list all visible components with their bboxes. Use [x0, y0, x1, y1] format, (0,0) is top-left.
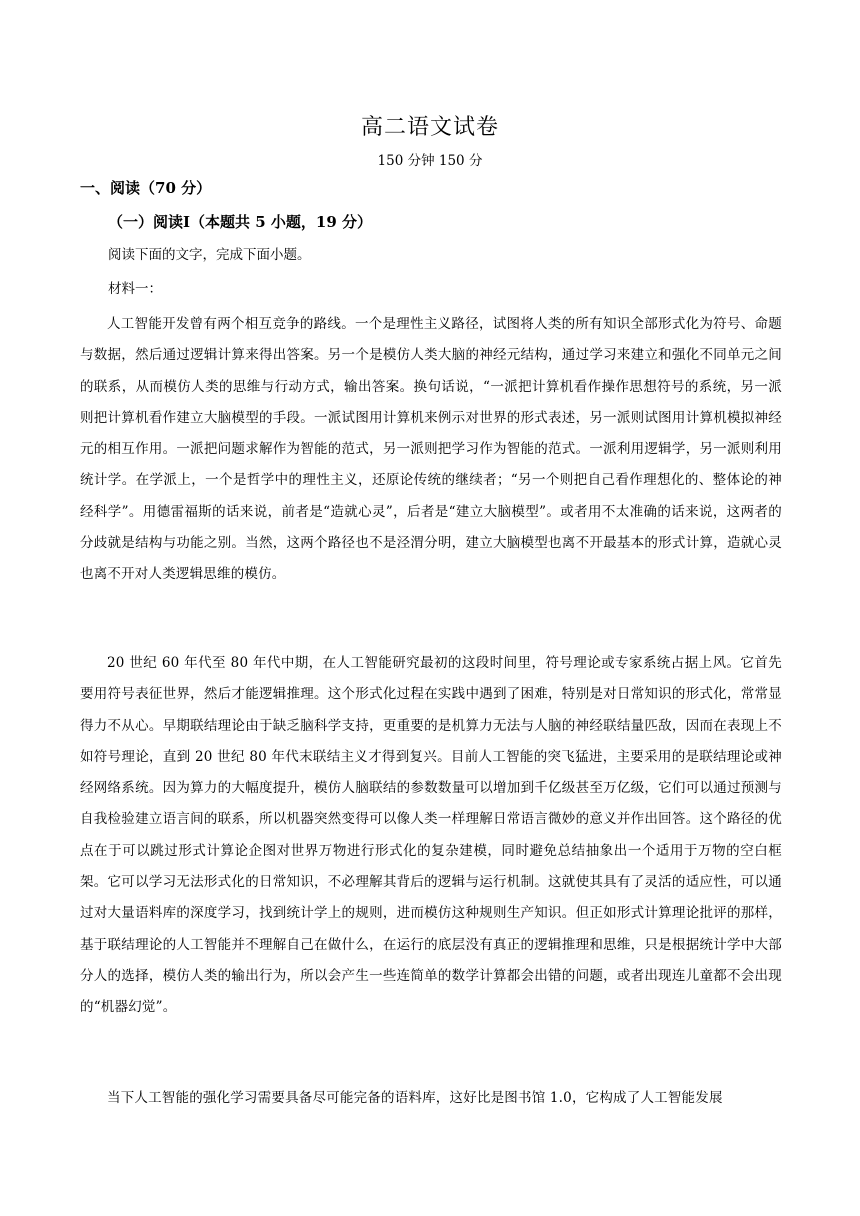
section-heading: 一、阅读（70 分）: [80, 179, 212, 197]
reading-instruction: 阅读下面的文字，完成下面小题。: [108, 247, 311, 263]
paragraph-1: 人工智能开发曾有两个相互竞争的路线。一个是理性主义路径，试图将人类的所有知识全部形式化为符号、命题与数据，然后通过逻辑计算来得出答案。另一个是模仿人类大脑的神经元结构，通过学习来建立和强化不同单元之间的联系，从而模仿人类的思维与行动方式，输出答案。换句话说，“一派把计算机看作操作思想符号的系统，另一派则把计算机看作建立大脑模型的手段。一派试图用计算机来例示对世界的形式表述，另一派则试图用计算机模拟神经元的相互作用。一派把问题求解作为智能的范式，另一派则把学习作为智能的范式。一派利用逻辑学，另一派则利用统计学。在学派上，一个是哲学中的理性主义，还原论传统的继续者；“另一个则把自己看作理想化的、整体论的神经科学”。用德雷福斯的话来说，前者是“造就心灵”，后者是“建立大脑模型”。或者用不太准确的话来说，这两者的分歧就是结构与功能之别。当然，这两个路径也不是泾渭分明，建立大脑模型也离不开最基本的形式计算，造就心灵也离不开对人类逻辑思维的模仿。: [80, 316, 782, 583]
paragraph-2: 20 世纪 60 年代至 80 年代中期，在人工智能研究最初的这段时间里，符号理论或专家系统占据上风。它首先要用符号表征世界，然后才能逻辑推理。这个形式化过程在实践中遇到了困难，特别是对日常知识的形式化，常常显得力不从心。早期联结理论由于缺乏脑科学支持，更重要的是机算力无法与人脑的神经联结量匹敌，因而在表现上不如符号理论，直到 20 世纪 80 年代末联结主义才得到复兴。目前人工智能的突飞猛进，主要采用的是联结理论或神经网络系统。因为算力的大幅度提升，模仿人脑联结的参数数量可以增加到千亿级甚至万亿级，它们可以通过预测与自我检验建立语言间的联系，所以机器突然变得可以像人类一样理解日常语言微妙的意义并作出回答。这个路径的优点在于可以跳过形式计算论企图对世界万物进行形式化的复杂建模，同时避免总结抽象出一个适用于万物的空白框架。它可以学习无法形式化的日常知识，不必理解其背后的逻辑与运行机制。这就使其具有了灵活的适应性，可以通过对大量语料库的深度学习，找到统计学上的规则，进而模仿这种规则生产知识。但正如形式计算理论批评的那样，基于联结理论的人工智能并不理解自己在做什么，在运行的底层没有真正的逻辑推理和思维，只是根据统计学中大部分人的选择，模仿人类的输出行为，所以会产生一些连简单的数学计算都会出错的问题，或者出现连儿童都不会出现的“机器幻觉”。: [80, 655, 782, 1016]
paragraph-3: 当下人工智能的强化学习需要具备尽可能完备的语料库，这好比是图书馆 1.0，它构成了人工智能发展: [107, 1090, 723, 1106]
material-label: 材料一：: [108, 281, 162, 297]
exam-title: 高二语文试卷: [360, 115, 499, 140]
exam-duration-score: 150 分钟 150 分: [377, 153, 483, 169]
subsection-heading: （一）阅读Ⅰ（本题共 5 小题，19 分）: [108, 213, 372, 231]
